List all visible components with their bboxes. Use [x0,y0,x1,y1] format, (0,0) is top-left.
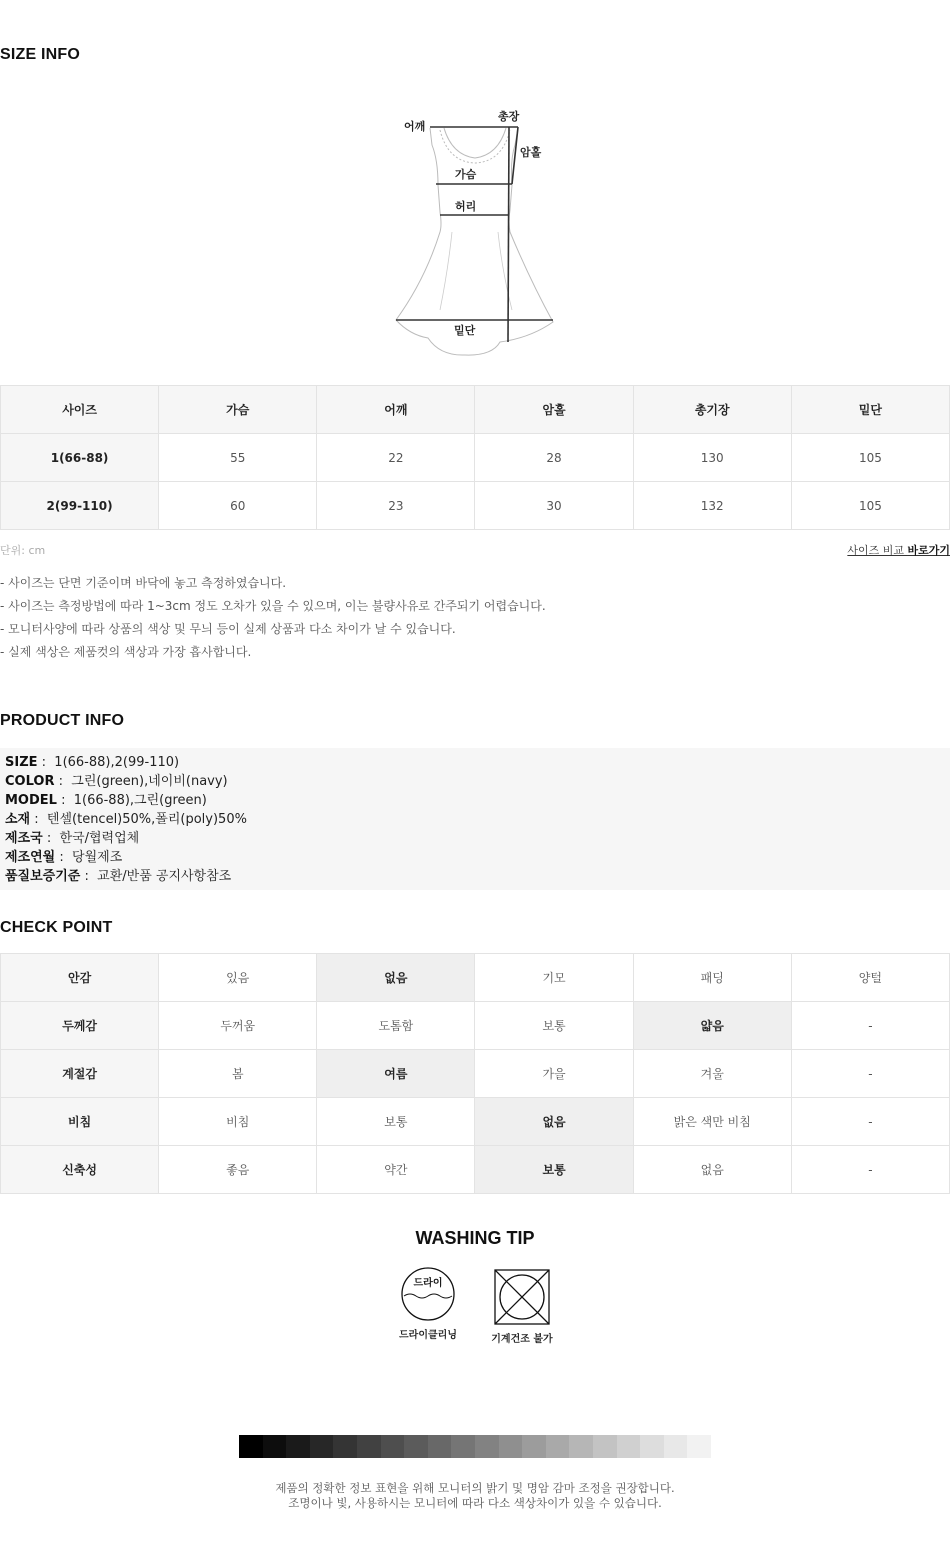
wash-item-dry-clean [393,1266,463,1341]
check-point-option: 비침 [159,1098,317,1146]
size-value: 23 [317,482,475,530]
monitor-notice-line: 조명이나 빛, 사용하시는 모니터에 따라 다소 색상차이가 있을 수 있습니다. [288,1496,662,1510]
product-info-row: 제조국 : 한국/협력업체 [5,831,140,846]
size-label: 2(99-110) [1,482,159,530]
check-point-table [0,953,950,1194]
size-header-length: 총기장 [633,386,791,434]
dry-clean-icon [400,1266,456,1322]
unit-note: 단위: cm [0,544,46,557]
product-info-value: 1(66-88),2(99-110) [54,755,180,770]
product-info-row: COLOR : 그린(green),네이비(navy) [5,774,228,789]
gray-swatch [617,1435,641,1458]
gray-swatch [569,1435,593,1458]
table-row [1,1098,950,1146]
check-point-title: CHECK POINT [0,919,113,936]
dry-icon-text: 드라이 [413,1278,443,1289]
size-value: 22 [317,434,475,482]
check-point-option: 봄 [159,1050,317,1098]
size-value: 132 [633,482,791,530]
gray-swatch [263,1435,287,1458]
check-point-option: 좋음 [159,1146,317,1194]
product-info-title: PRODUCT INFO [0,712,125,729]
wash-label: 기계건조 불가 [491,1334,553,1345]
product-info-row: 제조연월 : 당월제조 [5,850,123,865]
gray-swatch [404,1435,428,1458]
monitor-gray-scale-bar [239,1435,711,1458]
product-info-value: 텐셀(tencel)50%,폴리(poly)50% [46,812,247,827]
gray-swatch [310,1435,334,1458]
table-row [1,1050,950,1098]
check-point-label: 비침 [1,1098,159,1146]
gray-swatch [499,1435,523,1458]
size-table [0,385,950,530]
product-info-value: 그린(green),네이비(navy) [71,774,228,789]
check-point-option: 있음 [159,954,317,1002]
check-point-option: 약간 [317,1146,475,1194]
check-point-option: 패딩 [633,954,791,1002]
gray-swatch [522,1435,546,1458]
wash-label: 드라이클리닝 [399,1330,457,1341]
gray-swatch [593,1435,617,1458]
gray-swatch [333,1435,357,1458]
size-value: 60 [159,482,317,530]
gray-swatch [428,1435,452,1458]
check-point-label: 두께감 [1,1002,159,1050]
diagram-label-waist: 허리 [455,200,477,213]
check-point-option: 두꺼움 [159,1002,317,1050]
gray-swatch [640,1435,664,1458]
product-info-value: 교환/반품 공지사항참조 [97,869,232,884]
check-point-label: 계절감 [1,1050,159,1098]
product-info-row: SIZE : 1(66-88),2(99-110) [5,755,180,770]
product-info-row: 품질보증기준 : 교환/반품 공지사항참조 [5,869,232,884]
gray-swatch [357,1435,381,1458]
check-point-label: 안감 [1,954,159,1002]
check-point-option: 보통 [317,1098,475,1146]
check-point-option: 없음 [633,1146,791,1194]
check-point-option: - [791,1002,949,1050]
product-info-value: 1(66-88),그린(green) [73,793,207,808]
check-point-option-selected: 없음 [475,1098,633,1146]
diagram-label-shoulder: 어깨 [404,120,426,133]
product-info-key: 소재 [5,812,31,827]
size-header-armhole: 암홀 [475,386,633,434]
size-compare-link-label: 바로가기 [907,544,950,557]
check-point-option: 양털 [791,954,949,1002]
product-info-key: MODEL [5,793,57,808]
product-info-value: 한국/협력업체 [59,831,140,846]
gray-swatch [664,1435,688,1458]
wash-item-no-tumble-dry [484,1268,560,1345]
check-point-option-selected: 여름 [317,1050,475,1098]
size-info-title: SIZE INFO [0,46,81,63]
size-label: 1(66-88) [1,434,159,482]
product-info-key: 품질보증기준 [5,869,81,884]
table-row [1,482,950,530]
size-note: - 사이즈는 측정방법에 따라 1~3cm 정도 오차가 있을 수 있으며, 이는 불량사유로 간주되기 어렵습니다. [0,599,546,613]
size-value: 105 [791,482,949,530]
product-info-key: 제조국 [5,831,43,846]
dress-outline-icon [380,100,570,365]
diagram-label-length: 총장 [498,110,520,123]
product-info-row: MODEL : 1(66-88),그린(green) [5,793,207,808]
gray-swatch [451,1435,475,1458]
check-point-option-selected: 얇음 [633,1002,791,1050]
gray-swatch [546,1435,570,1458]
product-info-value: 당월제조 [72,850,123,865]
gray-swatch [239,1435,263,1458]
monitor-notice [0,1481,950,1511]
product-info-key: 제조연월 [5,850,56,865]
check-point-option: 기모 [475,954,633,1002]
gray-swatch [687,1435,711,1458]
check-point-option-selected: 보통 [475,1146,633,1194]
size-notes [0,574,950,666]
table-row [1,954,950,1002]
size-value: 55 [159,434,317,482]
size-note: - 모니터사양에 따라 상품의 색상 및 무늬 등이 실제 상품과 다소 차이가 날 수 있습니다. [0,622,456,636]
check-point-option: 도톰함 [317,1002,475,1050]
check-point-option: - [791,1050,949,1098]
size-header-size: 사이즈 [1,386,159,434]
size-header-chest: 가슴 [159,386,317,434]
size-note: - 사이즈는 단면 기준이며 바닥에 놓고 측정하였습니다. [0,576,287,590]
check-point-option: 밝은 색만 비침 [633,1098,791,1146]
garment-size-diagram [380,100,570,365]
product-info-key: COLOR [5,774,55,789]
diagram-label-armhole: 암홀 [520,146,542,159]
no-tumble-dry-icon [493,1268,551,1326]
check-point-option: 보통 [475,1002,633,1050]
check-point-option: 겨울 [633,1050,791,1098]
gray-swatch [286,1435,310,1458]
product-info-key: SIZE [5,755,38,770]
gray-swatch [381,1435,405,1458]
check-point-option: - [791,1146,949,1194]
diagram-label-chest: 가슴 [455,168,477,181]
size-header-hem: 밑단 [791,386,949,434]
size-value: 105 [791,434,949,482]
size-value: 28 [475,434,633,482]
diagram-label-hem: 밑단 [454,324,476,337]
check-point-option: - [791,1098,949,1146]
table-row [1,434,950,482]
washing-tip-title: WASHING TIP [415,1228,535,1248]
table-row [1,1002,950,1050]
product-info-row: 소재 : 텐셀(tencel)50%,폴리(poly)50% [5,812,247,827]
monitor-notice-line: 제품의 정확한 정보 표현을 위해 모니터의 밝기 및 명암 감마 조정을 권장합니다. [275,1481,675,1495]
product-info-box [0,748,950,890]
size-table-header-row [1,386,950,434]
check-point-option: 가을 [475,1050,633,1098]
check-point-label: 신축성 [1,1146,159,1194]
size-header-shoulder: 어깨 [317,386,475,434]
size-value: 30 [475,482,633,530]
size-value: 130 [633,434,791,482]
size-note: - 실제 색상은 제품컷의 색상과 가장 흡사합니다. [0,645,252,659]
check-point-option-selected: 없음 [317,954,475,1002]
table-row [1,1146,950,1194]
size-compare-link[interactable] [847,542,950,558]
gray-swatch [475,1435,499,1458]
size-compare-prefix: 사이즈 비교 [847,544,908,557]
